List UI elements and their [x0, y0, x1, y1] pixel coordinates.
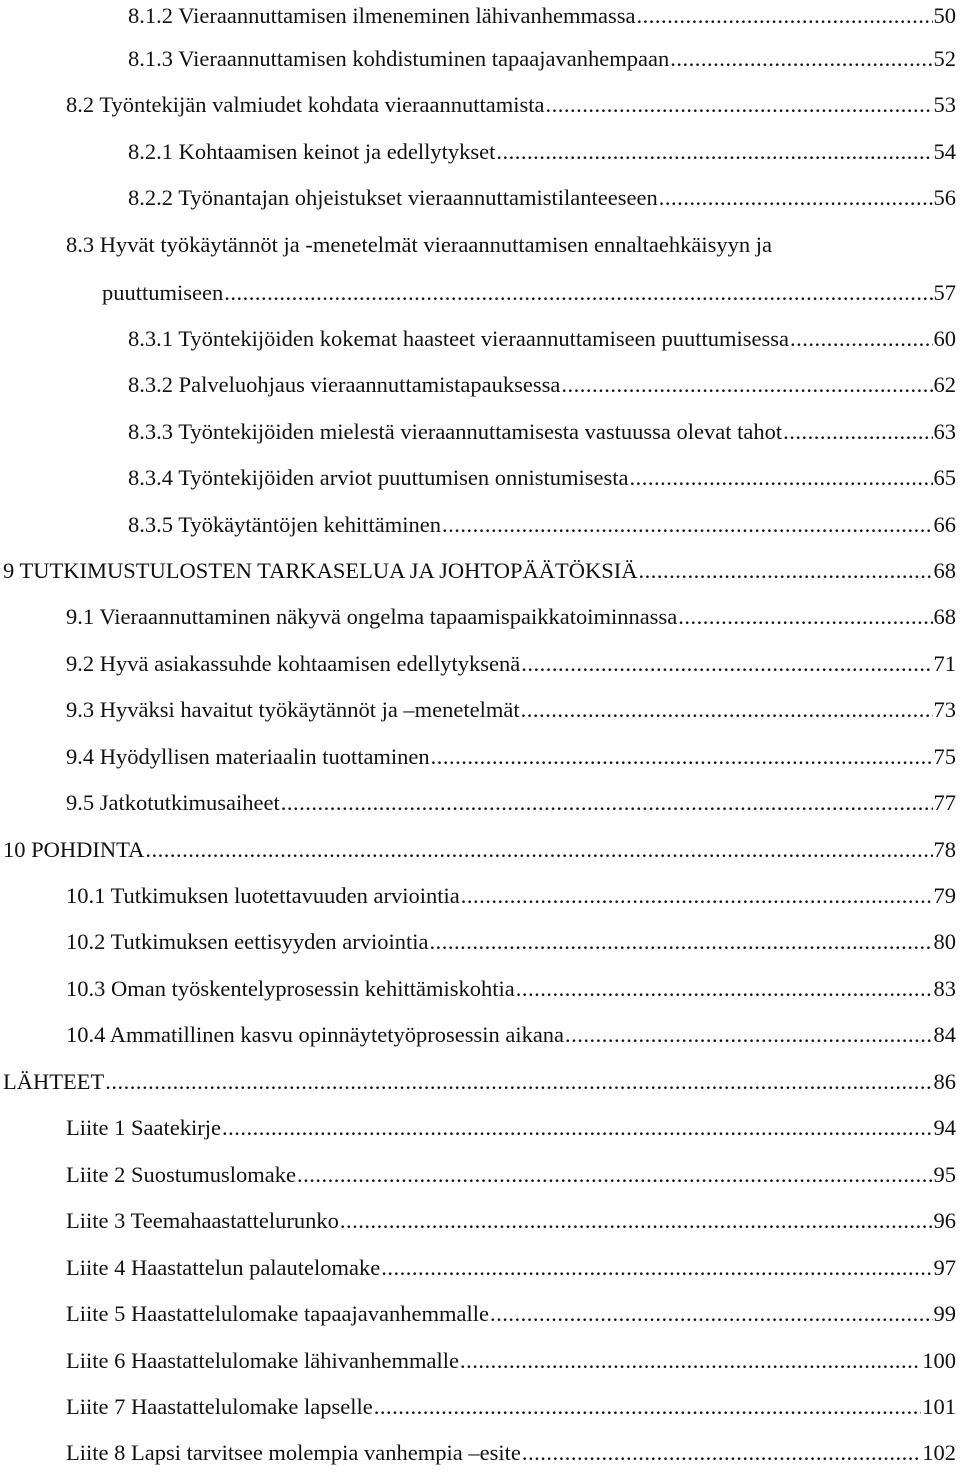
toc-entry[interactable]	[66, 1162, 956, 1188]
toc-entry[interactable]	[102, 280, 956, 306]
toc-page-number: 60	[933, 326, 956, 351]
toc-entry[interactable]	[66, 92, 956, 118]
toc-dot-leader	[224, 280, 932, 306]
toc-page-number: 53	[933, 92, 956, 117]
toc-page-number: 95	[933, 1162, 956, 1187]
toc-page-number: 63	[933, 419, 956, 444]
toc-entry[interactable]	[66, 651, 956, 677]
toc-dot-leader	[374, 1394, 921, 1420]
toc-page-number: 68	[933, 604, 956, 629]
toc-entry-title: 8.3.3 Työntekijöiden mielestä vieraannuttamisesta vastuussa olevat tahot	[128, 419, 783, 444]
toc-dot-leader	[442, 512, 933, 538]
toc-entry[interactable]	[3, 558, 956, 584]
toc-dot-leader	[460, 1348, 921, 1374]
toc-entry-title: 9.4 Hyödyllisen materiaalin tuottaminen	[66, 744, 430, 769]
toc-page-number: 78	[933, 837, 956, 862]
toc-dot-leader	[522, 1440, 921, 1466]
toc-entry[interactable]	[66, 976, 956, 1002]
toc-dot-leader	[561, 372, 932, 398]
toc-entry[interactable]	[66, 1440, 956, 1466]
toc-page-number: 96	[933, 1208, 956, 1233]
toc-dot-leader	[496, 139, 932, 165]
toc-page-number: 86	[933, 1069, 956, 1094]
toc-entry-title: 10.1 Tutkimuksen luotettavuuden arviointia	[66, 883, 460, 908]
toc-page-number: 66	[933, 512, 956, 537]
toc-entry-title: puuttumiseen	[102, 280, 224, 305]
toc-entry[interactable]	[66, 697, 956, 723]
toc-page-number: 94	[933, 1115, 956, 1140]
toc-page-number: 101	[922, 1394, 956, 1419]
toc-entry-title: 10 POHDINTA	[3, 837, 145, 862]
toc-entry-title: Liite 6 Haastattelulomake lähivanhemmalle	[66, 1348, 459, 1373]
toc-entry-title: 8.1.2 Vieraannuttamisen ilmeneminen lähivanhemmassa	[128, 3, 636, 28]
toc-page-number: 99	[933, 1301, 956, 1326]
toc-page-number: 102	[922, 1440, 956, 1465]
toc-dot-leader	[281, 790, 933, 816]
toc-entry-title: Liite 3 Teemahaastattelurunko	[66, 1208, 339, 1233]
toc-entry-title: LÄHTEET	[3, 1069, 105, 1094]
toc-dot-leader	[629, 465, 932, 491]
toc-entry[interactable]	[66, 1301, 956, 1327]
toc-dot-leader	[431, 744, 933, 770]
toc-page-number: 73	[933, 697, 956, 722]
toc-page-number: 75	[933, 744, 956, 769]
toc-entry[interactable]	[128, 465, 956, 491]
toc-entry[interactable]	[3, 837, 956, 863]
toc-entry-title: 10.2 Tutkimuksen eettisyyden arviointia	[66, 929, 429, 954]
toc-dot-leader	[659, 185, 933, 211]
toc-entry-title: 9.5 Jatkotutkimusaiheet	[66, 790, 280, 815]
toc-entry-title: 9.2 Hyvä asiakassuhde kohtaamisen edellytyksenä	[66, 651, 521, 676]
toc-dot-leader	[429, 929, 932, 955]
toc-entry[interactable]	[128, 139, 956, 165]
toc-dot-leader	[381, 1255, 932, 1281]
toc-page-number: 83	[933, 976, 956, 1001]
toc-entry[interactable]	[128, 46, 956, 72]
toc-page-number: 84	[933, 1022, 956, 1047]
toc-entry-title: 9.3 Hyväksi havaitut työkäytännöt ja –menetelmät	[66, 697, 520, 722]
toc-entry-title: 10.4 Ammatillinen kasvu opinnäytetyöprosessin aikana	[66, 1022, 565, 1047]
toc-page-number: 62	[933, 372, 956, 397]
toc-page-number: 77	[933, 790, 956, 815]
toc-dot-leader	[461, 883, 933, 909]
toc-entry[interactable]	[66, 1208, 956, 1234]
toc-entry[interactable]	[3, 1069, 956, 1095]
toc-page-number: 54	[933, 139, 956, 164]
toc-entry-title: Liite 1 Saatekirje	[66, 1115, 221, 1140]
toc-page-number: 68	[933, 558, 956, 583]
toc-entry-title-line[interactable]: 8.3 Hyvät työkäytännöt ja -menetelmät vieraannuttamisen ennaltaehkäisyyn ja	[66, 232, 773, 257]
toc-entry[interactable]	[66, 883, 956, 909]
toc-entry-title: Liite 5 Haastattelulomake tapaajavanhemmalle	[66, 1301, 489, 1326]
toc-page-number: 50	[933, 3, 956, 28]
toc-entry[interactable]	[66, 604, 956, 630]
toc-dot-leader	[297, 1162, 933, 1188]
toc-dot-leader	[546, 92, 933, 118]
toc-dot-leader	[565, 1022, 932, 1048]
toc-dot-leader	[105, 1069, 932, 1095]
toc-entry-title: 10.3 Oman työskentelyprosessin kehittämiskohtia	[66, 976, 515, 1001]
toc-page-number: 65	[933, 465, 956, 490]
toc-dot-leader	[521, 651, 932, 677]
toc-entry[interactable]	[128, 419, 956, 445]
toc-page-number: 97	[933, 1255, 956, 1280]
toc-page-number: 57	[933, 280, 956, 305]
toc-entry-title: 8.3.2 Palveluohjaus vieraannuttamistapauksessa	[128, 372, 561, 397]
toc-entry-title: 8.2 Työntekijän valmiudet kohdata vieraannuttamista	[66, 92, 545, 117]
toc-dot-leader	[516, 976, 933, 1002]
toc-entry[interactable]	[66, 1022, 956, 1048]
toc-entry-title: 8.1.3 Vieraannuttamisen kohdistuminen tapaajavanhempaan	[128, 46, 670, 71]
toc-entry-title: 8.2.2 Työnantajan ohjeistukset vieraannuttamistilanteeseen	[128, 185, 658, 210]
toc-entry-title: Liite 4 Haastattelun palautelomake	[66, 1255, 381, 1280]
toc-entry[interactable]	[128, 512, 956, 538]
toc-dot-leader	[222, 1115, 933, 1141]
toc-entry-title: 8.3.4 Työntekijöiden arviot puuttumisen onnistumisesta	[128, 465, 629, 490]
toc-page-number: 52	[933, 46, 956, 71]
toc-dot-leader	[521, 697, 933, 723]
toc-entry[interactable]	[128, 3, 956, 29]
toc-entry-title: 9.1 Vieraannuttaminen näkyvä ongelma tapaamispaikkatoiminnassa	[66, 604, 678, 629]
toc-page-number: 56	[933, 185, 956, 210]
toc-entry[interactable]	[66, 1348, 956, 1374]
toc-page-number: 80	[933, 929, 956, 954]
toc-entry-title: 8.3.5 Työkäytäntöjen kehittäminen	[128, 512, 441, 537]
toc-entry-title: 8.2.1 Kohtaamisen keinot ja edellytykset	[128, 139, 496, 164]
toc-dot-leader	[145, 837, 932, 863]
toc-entry[interactable]	[66, 929, 956, 955]
toc-entry[interactable]	[66, 790, 956, 816]
toc-entry-title: Liite 7 Haastattelulomake lapselle	[66, 1394, 373, 1419]
toc-dot-leader	[340, 1208, 933, 1234]
toc-entry[interactable]	[66, 1115, 956, 1141]
toc-dot-leader	[790, 326, 933, 352]
toc-page-number: 79	[933, 883, 956, 908]
toc-dot-leader	[490, 1301, 933, 1327]
toc-entry[interactable]	[66, 1255, 956, 1281]
toc-entry[interactable]	[66, 1394, 956, 1420]
toc-entry[interactable]	[128, 185, 956, 211]
toc-dot-leader	[670, 46, 932, 72]
toc-entry-title: Liite 8 Lapsi tarvitsee molempia vanhempia –esite	[66, 1440, 521, 1465]
toc-entry[interactable]	[128, 372, 956, 398]
toc-dot-leader	[636, 3, 932, 29]
toc-dot-leader	[638, 558, 932, 584]
toc-dot-leader	[678, 604, 932, 630]
toc-entry[interactable]	[66, 744, 956, 770]
toc-entry[interactable]	[128, 326, 956, 352]
toc-page-number: 71	[933, 651, 956, 676]
toc-entry-title: 9 TUTKIMUSTULOSTEN TARKASELUA JA JOHTOPÄÄTÖKSIÄ	[3, 558, 638, 583]
toc-entry-title: 8.3.1 Työntekijöiden kokemat haasteet vieraannuttamiseen puuttumisessa	[128, 326, 789, 351]
toc-entry-title: Liite 2 Suostumuslomake	[66, 1162, 296, 1187]
toc-page-number: 100	[922, 1348, 956, 1373]
toc-dot-leader	[783, 419, 932, 445]
